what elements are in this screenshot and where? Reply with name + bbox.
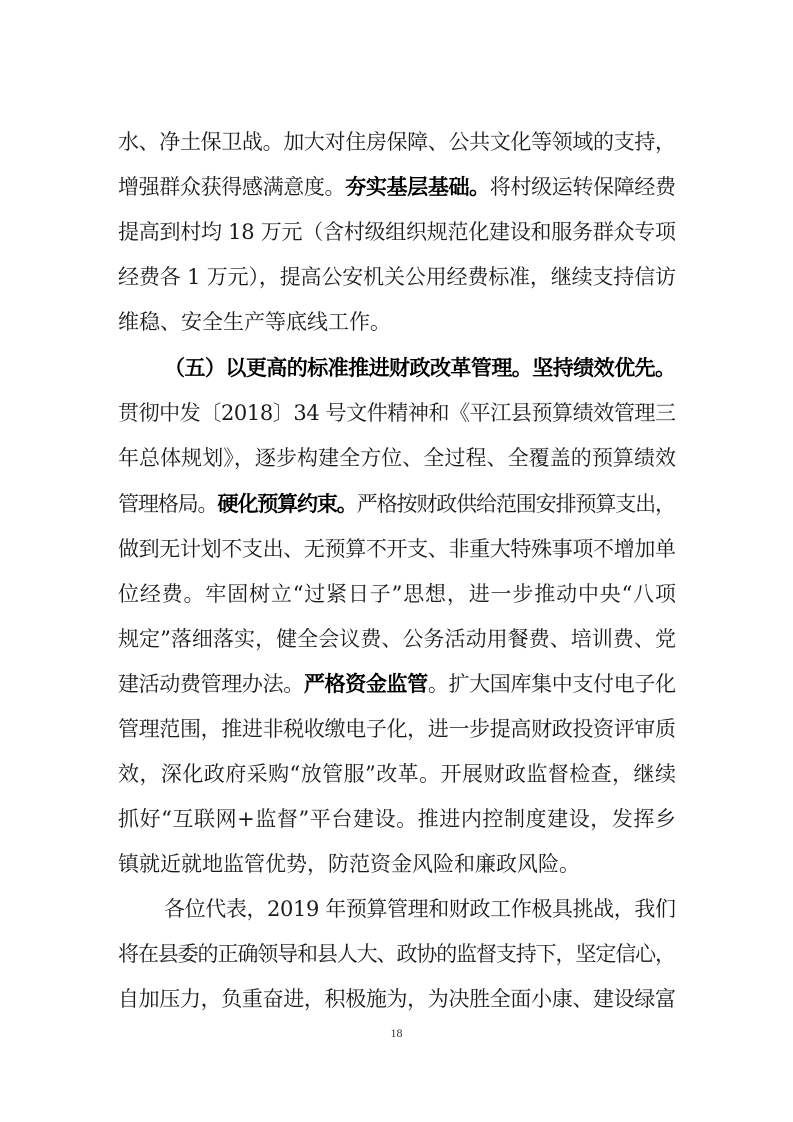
text-line-content (118, 844, 580, 884)
page-number: 18 (390, 1026, 403, 1040)
bold-heading-text: 硬化预算约束。 (217, 491, 357, 516)
text-line (0, 484, 793, 524)
body-text-segment: 做到无计划不支出、无预算不开支、非重大特殊事项不增加单 (118, 537, 676, 561)
text-line (0, 664, 793, 704)
body-text-segment: 规定”落细落实，健全会议费、公务活动用餐费、培训费、党 (118, 627, 677, 651)
text-line-content (118, 799, 677, 839)
body-text-segment: 严格按财政供给范围安排预算支出， (356, 492, 675, 516)
body-text-segment: 经费各 1 万元），提高公安机关公用经费标准，继续支持信访 (118, 265, 676, 289)
body-text-segment: 增强群众获得感满意度。 (118, 175, 346, 199)
text-line (0, 889, 793, 929)
text-line (0, 844, 793, 884)
text-line-content (118, 664, 676, 704)
text-line (0, 754, 793, 794)
body-text-segment: 将在县委的正确领导和县人大、政协的监督支持下，坚定信心， (118, 942, 675, 966)
text-line (0, 709, 793, 749)
body-text-segment: 管理格局。 (118, 492, 218, 516)
text-line (0, 167, 793, 207)
body-text-segment: 抓好“互联网+监督”平台建设。推进内控制度建设，发挥乡 (118, 807, 677, 831)
body-text-segment: 镇就近就地监管优势，防范资金风险和廉政风险。 (118, 852, 580, 876)
text-line (0, 934, 793, 974)
body-text-segment: 各位代表，2019 年预算管理和财政工作极具挑战，我们 (164, 897, 676, 921)
text-line (0, 979, 793, 1019)
body-text-segment: 提高到村均 18 万元（含村级组织规范化建设和服务群众专项 (118, 220, 676, 244)
text-line (0, 212, 793, 252)
body-text-segment: 维稳、安全生产等底线工作。 (118, 310, 391, 334)
body-text-segment: 建活动费管理办法。 (118, 672, 304, 696)
body-text-segment: 自加压力，负重奋进，积极施为，为决胜全面小康、建设绿富 (118, 987, 676, 1011)
text-line-content (164, 889, 676, 929)
body-text-segment: 贯彻中发〔2018〕34 号文件精神和《平江县预算绩效管理三 (118, 401, 676, 425)
text-line-content (118, 257, 676, 297)
text-line (0, 302, 793, 342)
text-line-content (118, 302, 391, 342)
body-text-segment: 效，深化政府采购“放管服”改革。开展财政监督检查，继续 (118, 762, 677, 786)
text-line-content (118, 393, 676, 433)
text-line-content (118, 167, 676, 207)
text-line (0, 619, 793, 659)
text-line (0, 348, 793, 388)
text-line-content (118, 484, 675, 524)
text-line (0, 529, 793, 569)
text-line-content (118, 619, 676, 659)
text-line-content (118, 709, 676, 749)
text-line (0, 574, 793, 614)
body-text-segment: 年总体规划》，逐步构建全方位、全过程、全覆盖的预算绩效 (118, 446, 677, 470)
text-line-content (118, 212, 676, 252)
text-line (0, 799, 793, 839)
text-line-content (118, 574, 677, 614)
text-line-content (118, 122, 676, 162)
text-line-content (118, 754, 676, 794)
body-text-segment: 水、净土保卫战。加大对住房保障、公共文化等领域的支持， (118, 130, 676, 154)
bold-heading-text: （五）以更高的标准推进财政改革管理。坚持绩效优先。 (164, 355, 676, 380)
body-text-segment: 位经费。牢固树立“过紧日子”思想，进一步推动中央“八项 (118, 582, 677, 606)
text-line (0, 438, 793, 478)
text-line-content (164, 348, 675, 388)
text-line-content (118, 934, 675, 974)
body-text-segment: 管理范围，推进非税收缴电子化，进一步提高财政投资评审质 (118, 717, 676, 741)
text-line-content (118, 438, 676, 478)
body-text-segment: 将村级运转保障经费 (489, 175, 676, 199)
bold-heading-text: 夯实基层基础。 (345, 174, 490, 199)
text-line-content (118, 529, 676, 569)
text-line (0, 122, 793, 162)
text-line-content (118, 979, 676, 1019)
bold-heading-text: 严格资金监管 (303, 671, 428, 696)
body-text-segment: 。扩大国库集中支付电子化 (427, 672, 676, 696)
text-line (0, 393, 793, 433)
text-line (0, 257, 793, 297)
